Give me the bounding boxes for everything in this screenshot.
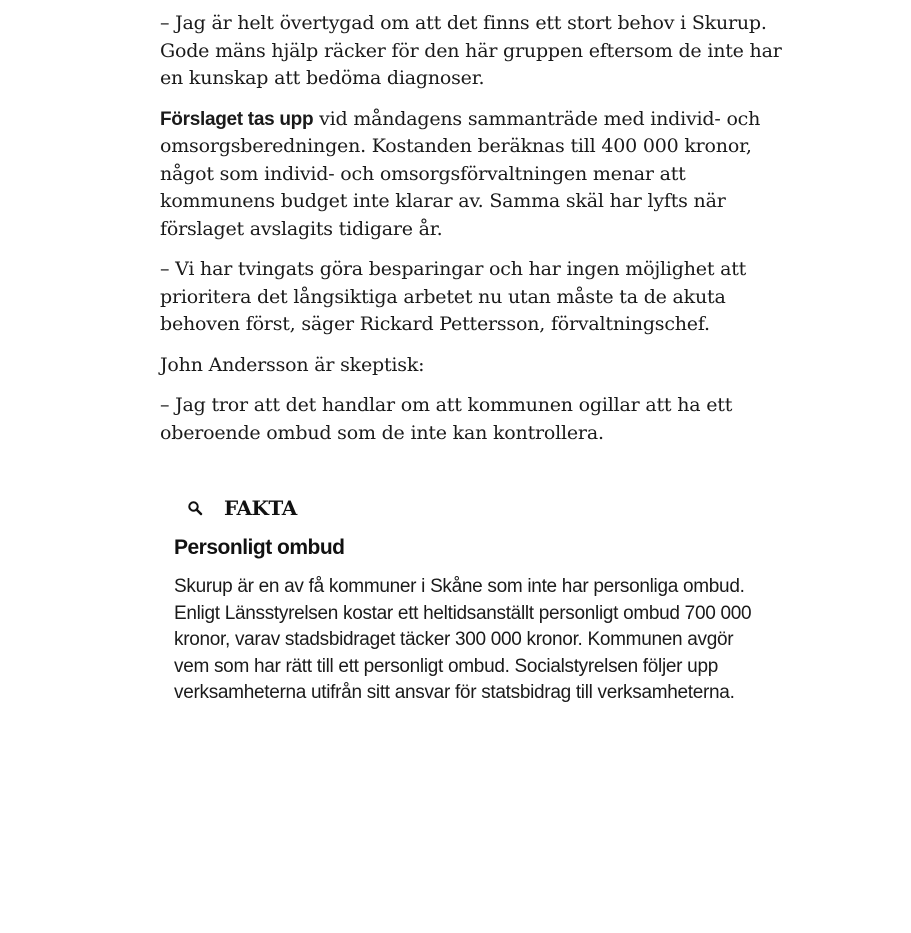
fakta-title: Personligt ombud <box>174 536 345 559</box>
article-body <box>160 10 790 460</box>
fakta-body: Skurup är en av få kommuner i Skåne som inte har personliga ombud. Enligt Länsstyrelsen kostar ett heltidsanställt personligt ombud 700 000 kronor, varav stadsbidraget täcker 300 000 kronor. Kommunen avgör vem som har rätt till ett personligt ombud. Socialstyrelsen följer upp verksamheterna utifrån sitt ansvar för statsbidrag till verksamheterna. <box>174 576 752 703</box>
article-paragraph: John Andersson är skeptisk: <box>160 353 425 376</box>
article-paragraph: – Vi har tvingats göra besparingar och har ingen möjlighet att prioritera det långsiktiga arbetet nu utan måste ta de akuta behoven först, säger Rickard Pettersson, förvaltningschef. <box>160 258 747 335</box>
search-icon <box>186 499 204 517</box>
fakta-header <box>174 492 774 524</box>
article-paragraph: – Jag är helt övertygad om att det finns ett stort behov i Skurup. Gode mäns hjälp räcker för den här gruppen eftersom de inte har en kunskap att bedöma diagnoser. <box>160 12 782 89</box>
paragraph-text: vid måndagens sammanträde med individ- och omsorgsberedningen. Kostanden beräknas till 400 000 kronor, något som individ- och omsorgsförvaltningen menar att kommunens budget inte klarar av. Samma skäl har lyfts när förslaget avslagits tidigare år. <box>160 107 761 240</box>
article-paragraph <box>160 106 790 244</box>
fakta-label: FAKTA <box>224 496 297 520</box>
fakta-box <box>174 492 774 707</box>
paragraph-lead: Förslaget tas upp <box>160 108 314 130</box>
article-paragraph: – Jag tror att det handlar om att kommunen ogillar att ha ett oberoende ombud som de inte kan kontrollera. <box>160 394 733 444</box>
